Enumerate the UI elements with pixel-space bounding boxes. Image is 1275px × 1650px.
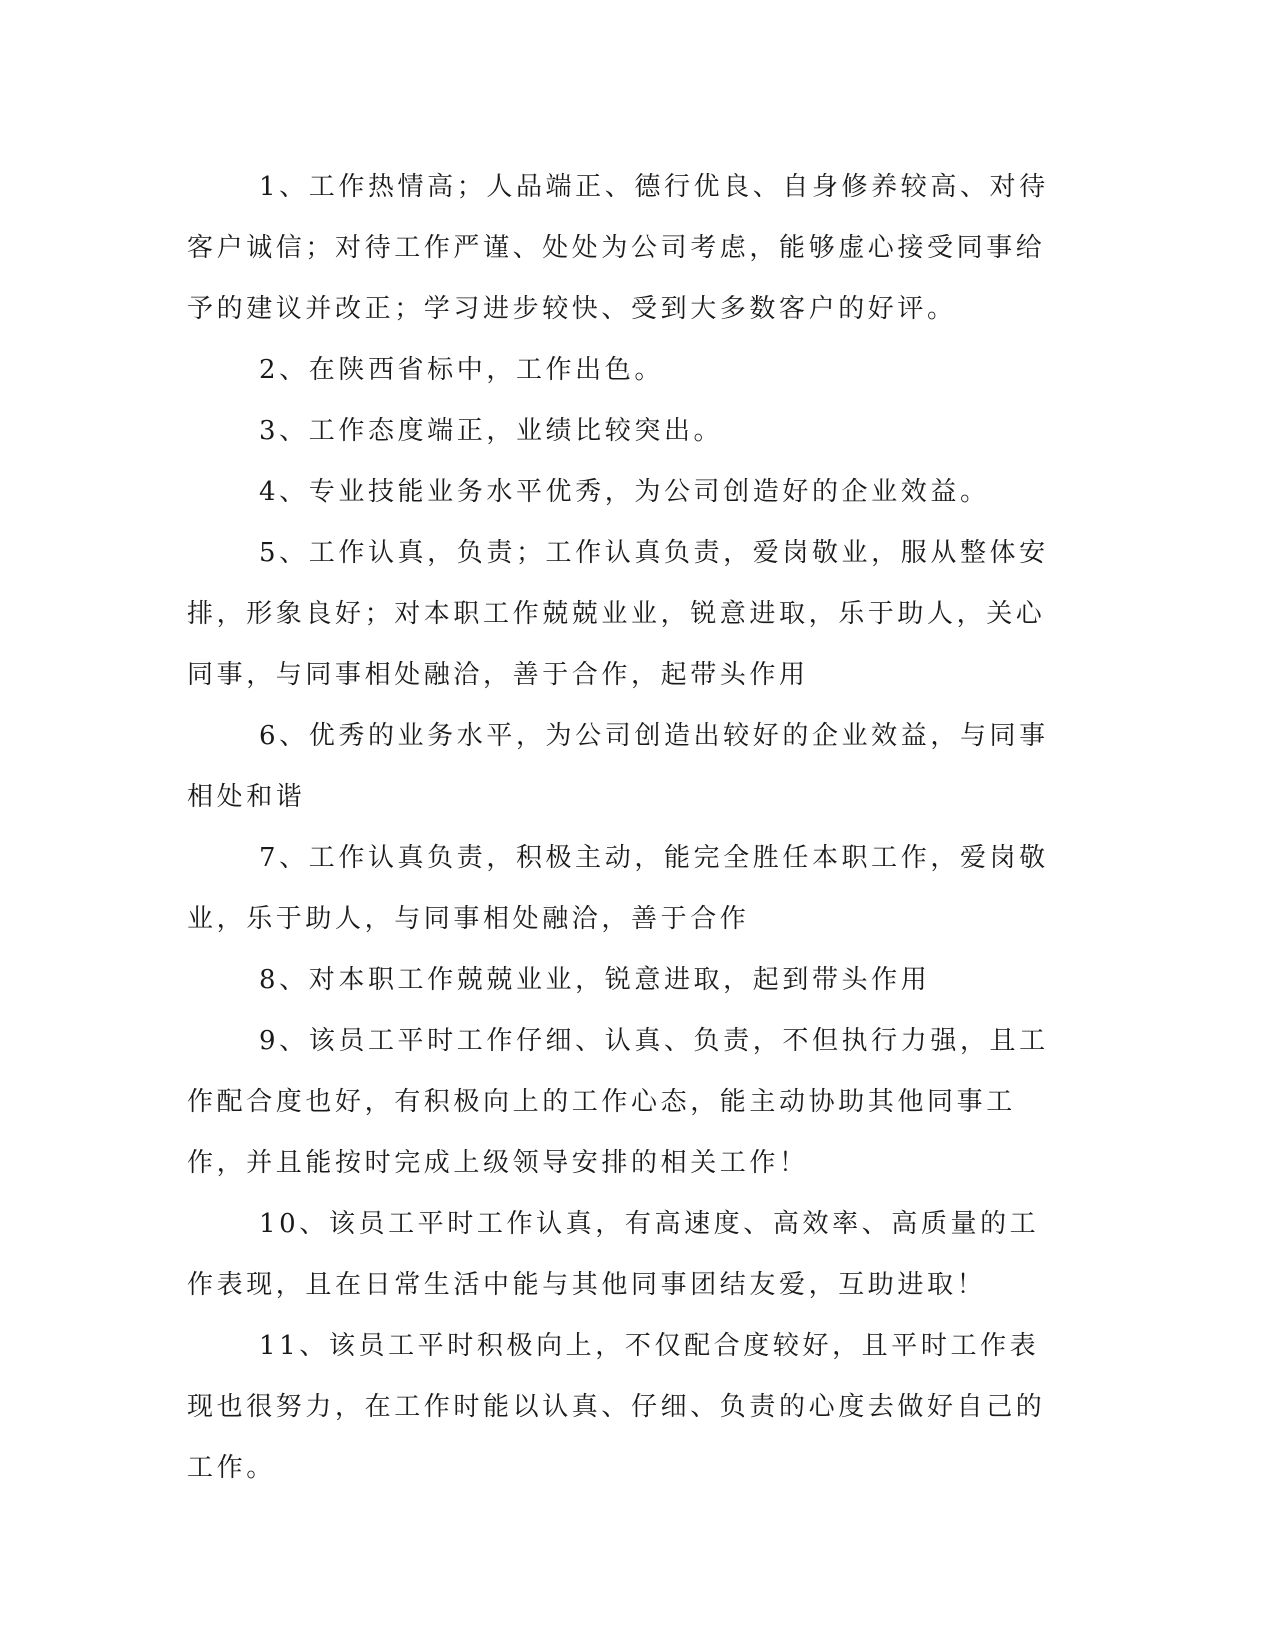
paragraph-4: 4、专业技能业务水平优秀，为公司创造好的企业效益。 bbox=[259, 477, 990, 507]
paragraph-1: 1、工作热情高；人品端正、德行优良、自身修养较高、对待客户诚信；对待工作严谨、处处为公司考虑，能够虚心接受同事给予的建议并改正；学习进步较快、受到大多数客户的好评。 bbox=[187, 172, 1049, 324]
paragraph-11: 11、该员工平时积极向上，不仅配合度较好，且平时工作表现也很努力，在工作时能以认真、仔细、负责的心度去做好自己的工作。 bbox=[187, 1331, 1046, 1483]
document-body bbox=[187, 157, 1057, 1499]
paragraph-2: 2、在陕西省标中，工作出色。 bbox=[259, 355, 664, 385]
paragraph-9: 9、该员工平时工作仔细、认真、负责，不但执行力强，且工作配合度也好，有积极向上的工作心态，能主动协助其他同事工作，并且能按时完成上级领导安排的相关工作！ bbox=[187, 1026, 1049, 1178]
paragraph-10: 10、该员工平时工作认真，有高速度、高效率、高质量的工作表现，且在日常生活中能与其他同事团结友爱，互助进取！ bbox=[187, 1209, 1040, 1300]
paragraph-7: 7、工作认真负责，积极主动，能完全胜任本职工作，爱岗敬业，乐于助人，与同事相处融洽，善于合作 bbox=[187, 843, 1049, 934]
paragraph-5: 5、工作认真，负责；工作认真负责，爱岗敬业，服从整体安排，形象良好；对本职工作兢兢业业，锐意进取，乐于助人，关心同事，与同事相处融洽，善于合作，起带头作用 bbox=[187, 538, 1049, 690]
paragraph-3: 3、工作态度端正，业绩比较突出。 bbox=[259, 416, 724, 446]
paragraph-6: 6、优秀的业务水平，为公司创造出较好的企业效益，与同事相处和谐 bbox=[187, 721, 1049, 812]
paragraph-8: 8、对本职工作兢兢业业，锐意进取，起到带头作用 bbox=[259, 965, 931, 995]
